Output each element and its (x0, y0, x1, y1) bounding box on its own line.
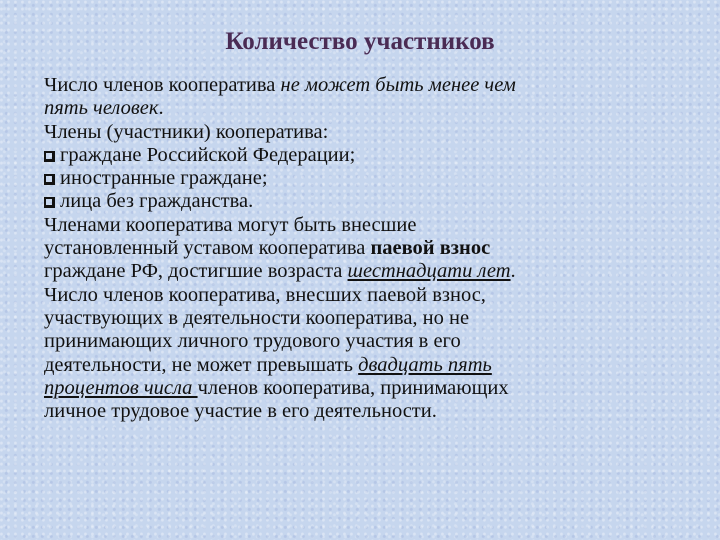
checkbox-bullet-icon (44, 174, 55, 185)
emphasis-text: пять человек (44, 97, 159, 120)
text-line (44, 354, 664, 377)
text: деятельности, не может превышать (44, 353, 359, 376)
list-item-text: граждане Российской Федерации; (60, 143, 356, 166)
emphasis-text: не может быть менее чем (280, 74, 516, 96)
text: . (510, 260, 516, 283)
underlined-text: двадцать пять (358, 353, 492, 376)
text-line (44, 377, 664, 400)
text-line (44, 260, 664, 283)
list-item (44, 144, 664, 167)
text-line: принимающих личного трудового участия в его (44, 330, 461, 353)
text: . (158, 97, 164, 120)
text-line: личное трудовое участие в его деятельности. (44, 400, 437, 423)
text: установленный уставом кооператива (44, 237, 371, 260)
list-item (44, 167, 664, 190)
list-item-text: лица без гражданства. (60, 190, 254, 213)
text-line: Число членов кооператива, внесших паевой взнос, (44, 283, 486, 306)
underlined-text: процентов числа (44, 376, 198, 399)
list-item-text: иностранные граждане; (60, 167, 268, 190)
page-title: Количество участников (225, 28, 495, 55)
text-line: Членами кооператива могут быть внесшие (44, 213, 417, 236)
checkbox-bullet-icon (44, 151, 55, 162)
body-text (44, 74, 664, 423)
text-line (44, 74, 664, 97)
text-line: Члены (участники) кооператива: (44, 120, 329, 143)
text-line: участвующих в деятельности кооператива, но не (44, 306, 470, 329)
text: Число членов кооператива (44, 74, 281, 96)
text: граждане РФ, достигшие возраста (44, 260, 348, 283)
bold-text: паевой взнос (370, 237, 491, 260)
text-line (44, 97, 664, 120)
text: членов кооператива, принимающих (197, 376, 509, 399)
text-line (44, 237, 664, 260)
underlined-text: шестнадцати лет (347, 260, 511, 283)
list-item (44, 190, 664, 213)
checkbox-bullet-icon (44, 197, 55, 208)
